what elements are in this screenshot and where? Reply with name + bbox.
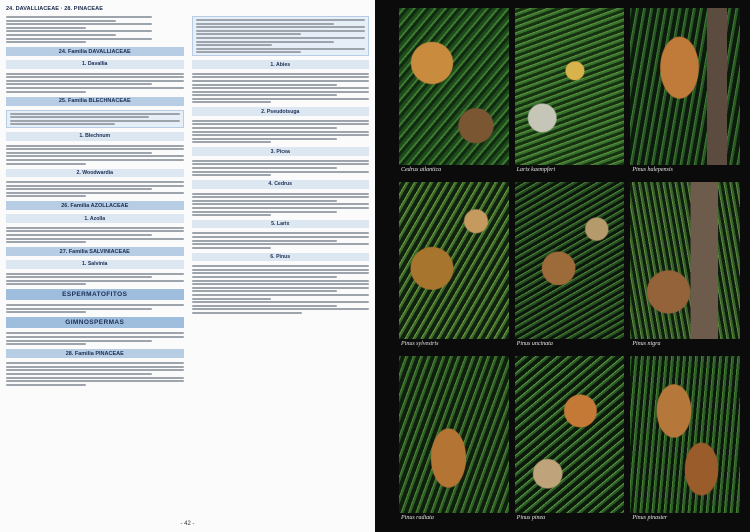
conifer-photo (630, 356, 740, 513)
photo-grid (399, 8, 740, 524)
genus-heading-pseudotsuga: 2. Pseudotsuga (192, 107, 370, 115)
key-text (6, 16, 184, 43)
conifer-photo (399, 8, 509, 165)
key-box (192, 16, 370, 56)
genus-heading-cedrus: 4. Cedrus (192, 180, 370, 188)
division-band-gimnospermas: GIMNOSPERMAS (6, 317, 184, 328)
genus-heading-abies: 1. Abies (192, 60, 370, 68)
photo-caption: Pinus nigra (632, 341, 661, 347)
text-block (192, 265, 370, 314)
genus-heading-woodwardia: 2. Woodwardia (6, 169, 184, 177)
genus-heading-blechnum: 1. Blechnum (6, 132, 184, 140)
text-block (192, 232, 370, 248)
genus-heading-davallia: 1. Davallia (6, 60, 184, 68)
photo-caption: Larix kaempferi (516, 167, 556, 173)
text-block (6, 181, 184, 197)
photo-plate-page (375, 0, 750, 532)
text-columns (6, 16, 369, 514)
family-band-pinaceae: 28. Familia PINACEAE (6, 349, 184, 358)
text-block (192, 160, 370, 176)
text-block (6, 362, 184, 386)
photo-cell (399, 182, 509, 350)
genus-heading-picea: 3. Picea (192, 147, 370, 155)
text-block (6, 304, 184, 313)
photo-caption: Pinus uncinata (516, 341, 553, 347)
photo-caption: Pinus pinaster (632, 515, 668, 521)
photo-cell (515, 8, 625, 176)
genus-heading-azolla: 1. Azolla (6, 214, 184, 222)
text-block (6, 73, 184, 93)
conifer-photo (515, 182, 625, 339)
family-band-davalliaceae: 24. Familia DAVALLIACEAE (6, 47, 184, 56)
genus-heading-pinus: 6. Pinus (192, 253, 370, 261)
photo-caption: Pinus pinea (516, 515, 546, 521)
text-block (6, 145, 184, 165)
text-block (6, 332, 184, 345)
text-block (192, 120, 370, 144)
conifer-photo (399, 182, 509, 339)
photo-cell (399, 8, 509, 176)
key-box (6, 110, 184, 129)
photo-caption: Cedrus atlantica (401, 167, 442, 173)
column-left (6, 16, 184, 514)
conifer-photo (630, 8, 740, 165)
photo-cell (399, 356, 509, 524)
family-band-blechnaceae: 25. Familia BLECHNACEAE (6, 97, 184, 106)
photo-caption: Pinus radiata (401, 515, 434, 521)
text-block (6, 227, 184, 243)
page-number: - 42 - (180, 521, 195, 527)
conifer-photo (515, 8, 625, 165)
photo-caption: Pinus sylvestris (401, 341, 439, 347)
genus-heading-salvinia: 1. Salvinia (6, 260, 184, 268)
text-block (6, 273, 184, 286)
photo-cell (515, 356, 625, 524)
photo-cell (630, 182, 740, 350)
conifer-photo (630, 182, 740, 339)
photo-cell (630, 8, 740, 176)
family-band-azollaceae: 26. Familia AZOLLACEAE (6, 201, 184, 210)
photo-cell (515, 182, 625, 350)
text-block (192, 193, 370, 217)
genus-heading-larix: 5. Larix (192, 220, 370, 228)
photo-caption: Pinus halepensis (632, 167, 673, 173)
text-block (192, 73, 370, 104)
photo-cell (630, 356, 740, 524)
family-band-salviniaceae: 27. Familia SALVINIACEAE (6, 247, 184, 256)
conifer-photo (515, 356, 625, 513)
running-head: 24. DAVALLIACEAE · 28. PINACEAE (6, 6, 104, 12)
column-right (192, 16, 370, 514)
conifer-photo (399, 356, 509, 513)
division-band-espermatofitos: ESPERMATOFITOS (6, 289, 184, 300)
